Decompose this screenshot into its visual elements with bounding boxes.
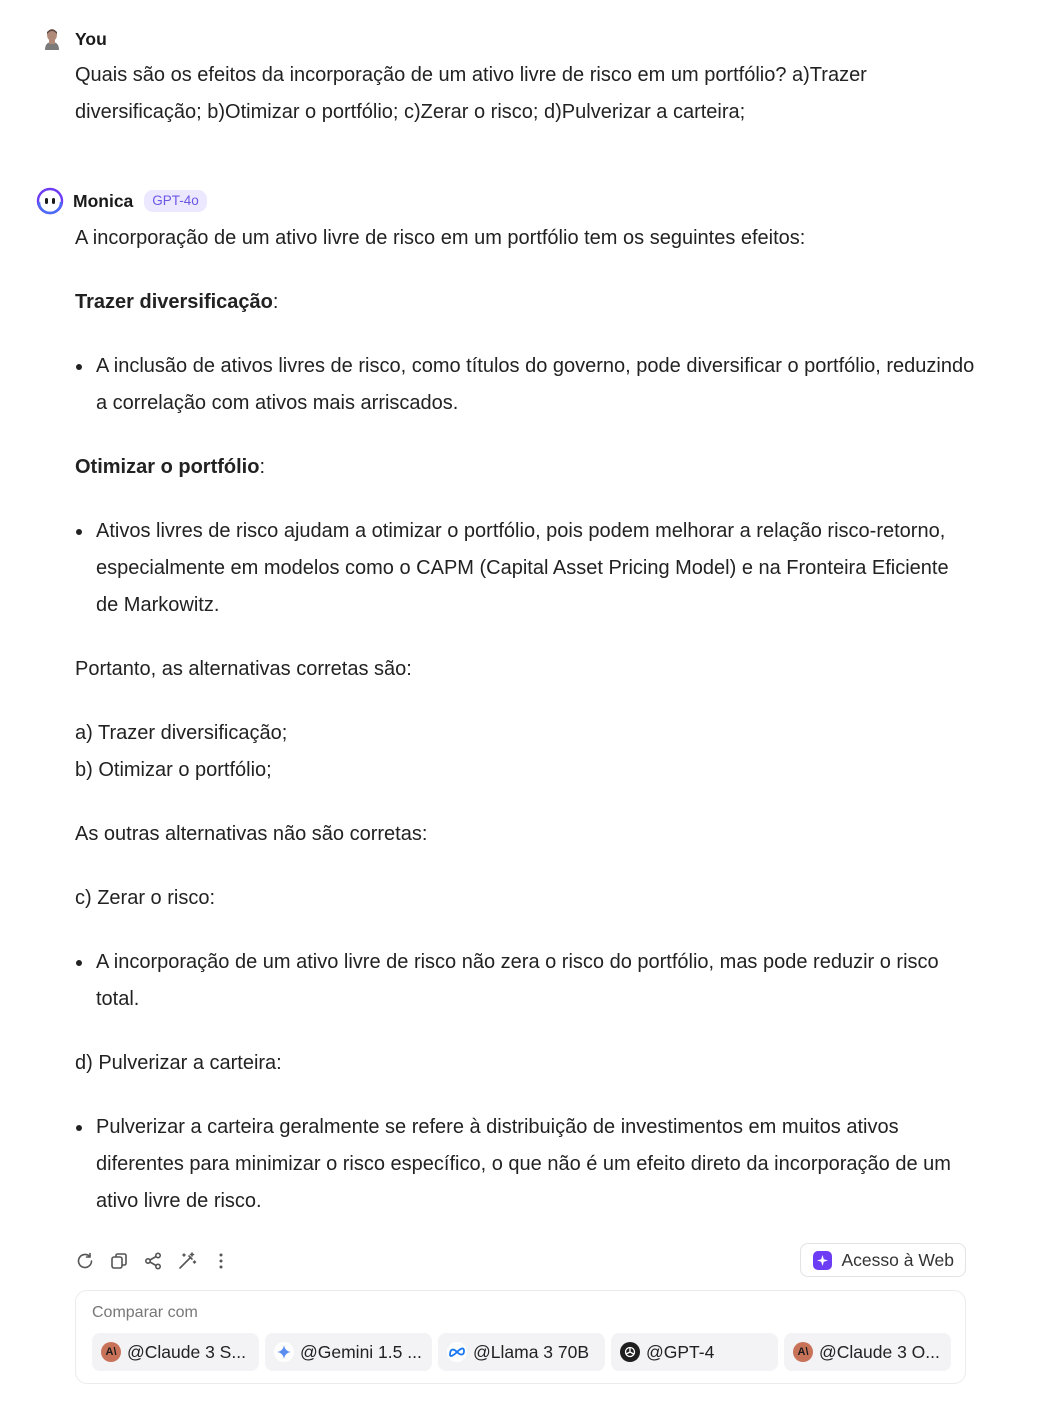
compare-panel [75, 1290, 966, 1384]
user-message-line-2: diversificação; b)Otimizar o portfólio; c)Zerar o risco; d)Pulverizar a carteira; [75, 101, 746, 123]
correct-answer-b: b) Otimizar o portfólio; [75, 759, 272, 781]
conclusion-paragraph: Portanto, as alternativas corretas são: [75, 658, 412, 680]
user-message [36, 24, 976, 131]
compare-chip-gemini[interactable] [265, 1333, 432, 1371]
web-access-button[interactable] [800, 1243, 966, 1277]
chip-label: @Claude 3 O... [819, 1341, 940, 1362]
option-d-list [75, 1109, 976, 1220]
gemini-icon [274, 1342, 294, 1362]
user-message-header [36, 24, 976, 54]
chip-label: @Llama 3 70B [473, 1341, 590, 1362]
share-icon[interactable] [143, 1251, 163, 1271]
list-item: A inclusão de ativos livres de risco, como títulos do governo, pode diversificar o portfólio, reduzindo a correlação com ativos mais arriscados. [75, 348, 976, 422]
option-d-heading: d) Pulverizar a carteira: [75, 1052, 282, 1074]
web-access-icon [813, 1251, 832, 1270]
web-access-label: Acesso à Web [841, 1249, 954, 1270]
section-heading-diversification: Trazer diversificação: [75, 291, 279, 313]
openai-icon [620, 1342, 640, 1362]
compare-chip-claude-opus[interactable] [784, 1333, 951, 1371]
option-c-list [75, 944, 976, 1018]
message-action-bar [75, 1243, 966, 1279]
user-avatar [38, 25, 66, 53]
assistant-message-body [75, 220, 976, 1220]
compare-label: Comparar com [92, 1304, 198, 1321]
correct-answer-a: a) Trazer diversificação; [75, 722, 288, 744]
monica-avatar-icon [36, 187, 64, 215]
list-item: Pulverizar a carteira geralmente se refere à distribuição de investimentos em muitos ativos diferentes para minimizar o risco específico, o que não é um efeito direto da incorporação de um ativo livre de risco. [75, 1109, 976, 1220]
magic-wand-icon[interactable] [177, 1251, 197, 1271]
list-item: A incorporação de um ativo livre de risco não zera o risco do portfólio, mas pode reduzir o risco total. [75, 944, 976, 1018]
section2-title: Otimizar o portfólio [75, 456, 260, 478]
assistant-message [36, 186, 976, 1247]
option-c-heading: c) Zerar o risco: [75, 887, 216, 909]
compare-model-list [92, 1333, 957, 1371]
claude-icon: A\ [101, 1342, 121, 1362]
assistant-name: Monica [73, 190, 134, 211]
copy-icon[interactable] [109, 1251, 129, 1271]
assistant-message-header [36, 186, 976, 216]
chip-label: @Claude 3 S... [127, 1341, 246, 1362]
more-vertical-icon[interactable] [211, 1251, 231, 1271]
llama-icon [447, 1342, 467, 1362]
intro-paragraph: A incorporação de um ativo livre de risco em um portfólio tem os seguintes efeitos: [75, 227, 806, 249]
user-name: You [75, 28, 107, 49]
compare-chip-claude-sonnet[interactable] [92, 1333, 259, 1371]
refresh-icon[interactable] [75, 1251, 95, 1271]
others-intro-paragraph: As outras alternativas não são corretas: [75, 823, 428, 845]
user-message-text [75, 57, 976, 131]
compare-chip-llama[interactable] [438, 1333, 605, 1371]
chip-label: @GPT-4 [646, 1341, 715, 1362]
compare-chip-gpt4[interactable] [611, 1333, 778, 1371]
section2-list [75, 513, 976, 624]
list-item: Ativos livres de risco ajudam a otimizar o portfólio, pois podem melhorar a relação risco-retorno, especialmente em modelos como o CAPM (Capital Asset Pricing Model) e na Fronteira Eficiente de Markowitz. [75, 513, 976, 624]
correct-answers [75, 715, 976, 789]
section-heading-optimize: Otimizar o portfólio: [75, 456, 265, 478]
section1-title: Trazer diversificação [75, 291, 273, 313]
user-message-line-1: Quais são os efeitos da incorporação de um ativo livre de risco em um portfólio? a)Trazer [75, 64, 867, 86]
model-badge: GPT-4o [144, 190, 207, 212]
chip-label: @Gemini 1.5 ... [300, 1341, 422, 1362]
section1-list [75, 348, 976, 422]
claude-icon: A\ [793, 1342, 813, 1362]
